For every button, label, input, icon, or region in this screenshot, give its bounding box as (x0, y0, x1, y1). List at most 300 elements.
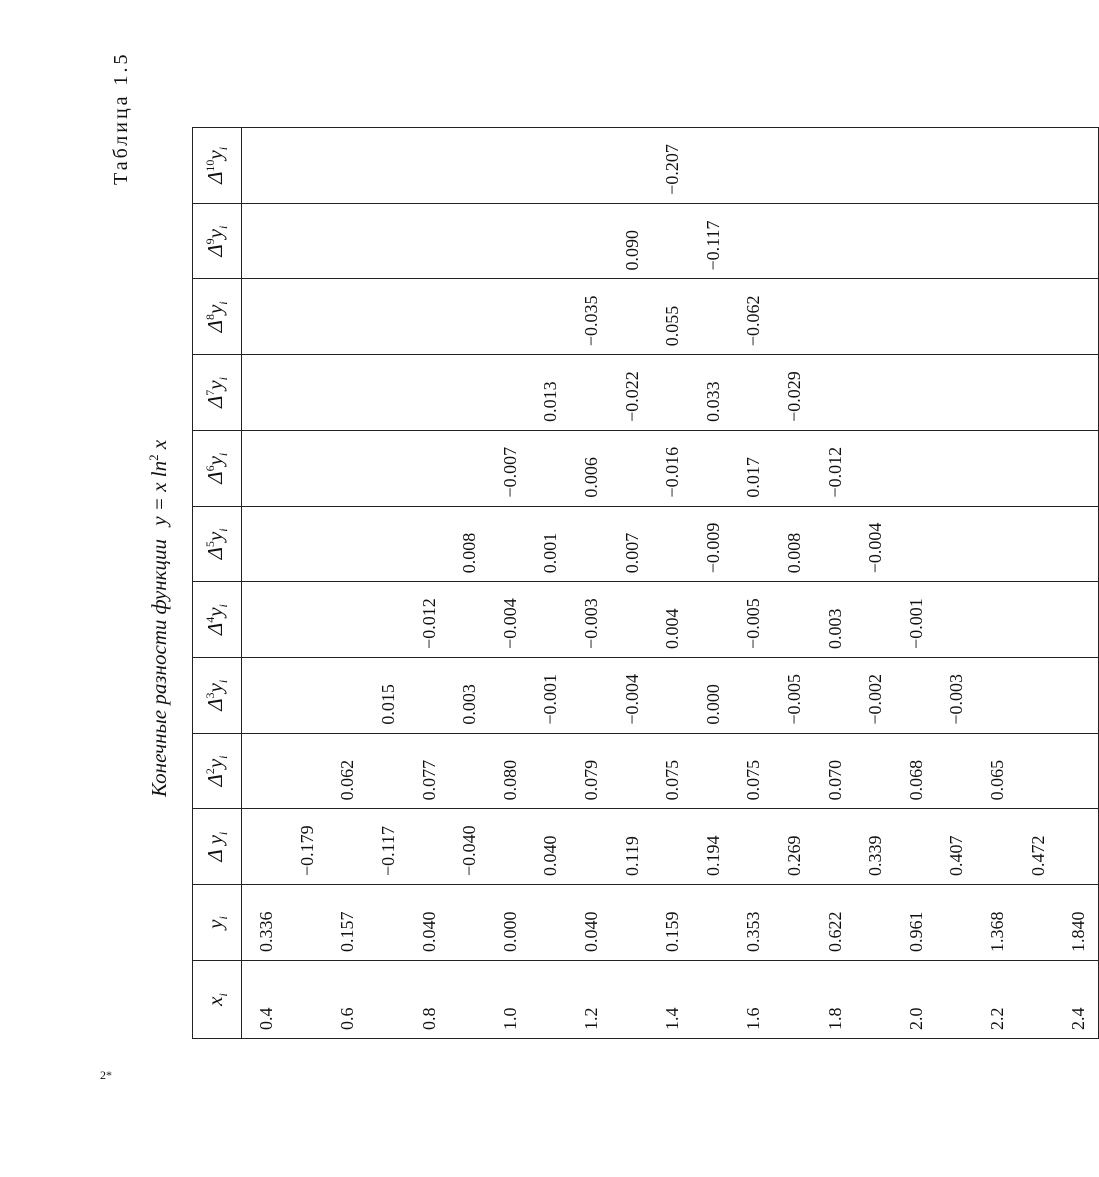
table-cell (530, 279, 571, 355)
table-cell (287, 355, 328, 431)
table-cell (1017, 506, 1058, 582)
table-cell: 0.336 (242, 885, 287, 961)
table-cell (449, 128, 490, 204)
header-power: 4 (203, 616, 218, 623)
table-cell (242, 203, 287, 279)
table-cell (408, 203, 449, 279)
table-cell (287, 506, 328, 582)
column-header (193, 279, 242, 355)
table-cell: 0.000 (490, 885, 531, 961)
table-cell: 0.013 (530, 355, 571, 431)
caption-text: Конечные разности функции (147, 539, 171, 797)
table-cell: 2.4 (1058, 961, 1099, 1039)
table-row (490, 128, 531, 1039)
table-cell (977, 128, 1018, 204)
header-subscript: i (216, 604, 231, 608)
table-cell: 0.157 (327, 885, 368, 961)
table-cell (1017, 203, 1058, 279)
table-cell: −0.002 (855, 657, 896, 733)
table-cell (368, 203, 409, 279)
table-cell: 0.075 (733, 733, 774, 809)
table-cell: 0.055 (652, 279, 693, 355)
table-cell (611, 128, 652, 204)
header-subscript: i (216, 831, 231, 836)
table-cell: 1.6 (733, 961, 774, 1039)
table-cell (855, 961, 896, 1039)
table-row (1058, 128, 1099, 1039)
table-cell (287, 961, 328, 1039)
header-base: Δ (203, 698, 228, 711)
table-cell: −0.016 (652, 430, 693, 506)
table-cell (611, 279, 652, 355)
table-cell (774, 203, 815, 279)
table-cell (242, 128, 287, 204)
table-cell: 0.040 (530, 809, 571, 885)
table-cell (896, 279, 937, 355)
table-cell: 0.4 (242, 961, 287, 1039)
table-cell (368, 885, 409, 961)
table-cell (611, 733, 652, 809)
table-cell (408, 430, 449, 506)
table-cell (774, 961, 815, 1039)
table-cell (530, 203, 571, 279)
table-cell (242, 809, 287, 885)
table-cell (936, 506, 977, 582)
column-header (193, 809, 242, 885)
table-cell: −0.022 (611, 355, 652, 431)
table-cell: 0.065 (977, 733, 1018, 809)
table-cell (1017, 279, 1058, 355)
table-cell (368, 128, 409, 204)
table-cell: 0.079 (571, 733, 612, 809)
table-cell: −0.007 (490, 430, 531, 506)
table-row (242, 128, 287, 1039)
header-y: y (203, 456, 228, 466)
header-power: 9 (203, 238, 218, 245)
column-header (193, 733, 242, 809)
table-cell: −0.005 (733, 582, 774, 658)
table-cell (327, 657, 368, 733)
table-cell (1017, 657, 1058, 733)
formula-part-main: y = x ln (147, 460, 171, 526)
table-cell: 0.017 (733, 430, 774, 506)
table-cell (896, 657, 937, 733)
table-cell (977, 657, 1018, 733)
table-cell (408, 506, 449, 582)
table-cell: 0.003 (449, 657, 490, 733)
table-cell (652, 506, 693, 582)
table-cell (449, 430, 490, 506)
table-cell: 0.007 (611, 506, 652, 582)
table-cell: 0.003 (814, 582, 855, 658)
header-y: y (203, 683, 228, 693)
table-cell (733, 355, 774, 431)
table-cell (490, 657, 531, 733)
header-y: y (203, 304, 228, 315)
table-cell (977, 279, 1018, 355)
table-row (571, 128, 612, 1039)
table-cell: 1.840 (1058, 885, 1099, 961)
table-cell: −0.003 (571, 582, 612, 658)
column-header (193, 506, 242, 582)
table-cell: 0.006 (571, 430, 612, 506)
column-header (193, 203, 242, 279)
header-power: 8 (203, 314, 218, 321)
table-cell (1017, 885, 1058, 961)
header-subscript: i (216, 528, 231, 532)
table-cell (855, 430, 896, 506)
table-cell: 0.8 (408, 961, 449, 1039)
table-cell: 0.040 (571, 885, 612, 961)
table-body (242, 128, 1099, 1039)
table-cell (408, 355, 449, 431)
header-power: 5 (203, 541, 218, 548)
table-row (611, 128, 652, 1039)
table-row (449, 128, 490, 1039)
table-cell: 0.269 (774, 809, 815, 885)
table-cell (774, 582, 815, 658)
table-cell (490, 203, 531, 279)
column-header (193, 355, 242, 431)
table-cell (368, 279, 409, 355)
header-subscript: i (216, 452, 231, 457)
table-cell (977, 203, 1018, 279)
table-cell (652, 203, 693, 279)
table-cell (1058, 657, 1099, 733)
table-cell (287, 733, 328, 809)
table-cell (693, 430, 734, 506)
table-cell (936, 961, 977, 1039)
table-cell (242, 430, 287, 506)
column-header (193, 128, 242, 204)
table-cell (855, 203, 896, 279)
header-subscript: i (216, 993, 231, 997)
header-power: 7 (203, 389, 218, 396)
table-cell (611, 885, 652, 961)
table-cell (242, 582, 287, 658)
header-base: Δ y (202, 835, 227, 862)
table-cell: 1.0 (490, 961, 531, 1039)
table-cell: −0.012 (408, 582, 449, 658)
table-cell (855, 279, 896, 355)
table-cell (1017, 961, 1058, 1039)
table-cell (368, 961, 409, 1039)
table-cell (693, 128, 734, 204)
column-header (193, 430, 242, 506)
table-cell (287, 885, 328, 961)
column-header (193, 657, 242, 733)
table-cell (733, 506, 774, 582)
table-cell: 0.194 (693, 809, 734, 885)
table-cell (774, 885, 815, 961)
table-cell (855, 355, 896, 431)
table-cell: −0.117 (368, 809, 409, 885)
table-cell (977, 809, 1018, 885)
header-subscript: i (216, 146, 231, 151)
table-cell (733, 657, 774, 733)
table-cell: −0.004 (611, 657, 652, 733)
header-subscript: i (216, 225, 231, 229)
table-cell: 0.015 (368, 657, 409, 733)
table-cell: 0.353 (733, 885, 774, 961)
table-cell (242, 657, 287, 733)
table-row (368, 128, 409, 1039)
table-cell (693, 582, 734, 658)
table-cell (936, 582, 977, 658)
table-cell (408, 809, 449, 885)
table-cell (1058, 279, 1099, 355)
table-cell: 0.000 (693, 657, 734, 733)
table-cell (1058, 430, 1099, 506)
table-cell (936, 355, 977, 431)
header-y: y (203, 607, 228, 617)
header-subscript: i (216, 916, 231, 920)
table-cell: 0.008 (774, 506, 815, 582)
formula-exponent: 2 (146, 454, 161, 461)
table-cell (814, 506, 855, 582)
table-cell (774, 430, 815, 506)
table-cell: 0.033 (693, 355, 734, 431)
header-y: y (203, 150, 228, 160)
table-cell (408, 279, 449, 355)
table-cell (242, 733, 287, 809)
table-cell (733, 128, 774, 204)
table-cell (652, 355, 693, 431)
header-base: Δ (203, 244, 228, 257)
table-cell: 0.090 (611, 203, 652, 279)
table-cell (693, 961, 734, 1039)
table-cell (287, 279, 328, 355)
header-y: y (203, 380, 228, 390)
table-cell: −0.040 (449, 809, 490, 885)
table-cell (936, 279, 977, 355)
table-cell (530, 885, 571, 961)
table-cell (287, 128, 328, 204)
table-cell: −0.001 (530, 657, 571, 733)
table-cell (449, 203, 490, 279)
table-cell: 1.4 (652, 961, 693, 1039)
table-cell (571, 128, 612, 204)
table-cell: 0.339 (855, 809, 896, 885)
table-cell: 1.2 (571, 961, 612, 1039)
header-subscript: i (216, 679, 231, 684)
table-cell (368, 506, 409, 582)
table-cell (287, 430, 328, 506)
header-base: Δ (203, 471, 228, 484)
table-cell (896, 128, 937, 204)
table-cell (327, 582, 368, 658)
table-cell (652, 809, 693, 885)
table-label: Таблица 1.5 (110, 51, 132, 185)
header-base: Δ (203, 622, 228, 636)
table-cell (327, 809, 368, 885)
table-row (774, 128, 815, 1039)
table-cell: −0.009 (693, 506, 734, 582)
header-power: 10 (203, 159, 218, 172)
table-cell: 0.6 (327, 961, 368, 1039)
table-cell: 0.062 (327, 733, 368, 809)
table-cell (368, 430, 409, 506)
table-cell (611, 961, 652, 1039)
table-cell (571, 809, 612, 885)
table-cell (242, 506, 287, 582)
table-cell: 0.001 (530, 506, 571, 582)
table-cell: 0.472 (1017, 809, 1058, 885)
table-row (733, 128, 774, 1039)
table-cell (896, 430, 937, 506)
table-cell (490, 355, 531, 431)
table-cell (571, 355, 612, 431)
table-cell: −0.004 (855, 506, 896, 582)
table-cell (855, 582, 896, 658)
table-cell: −0.035 (571, 279, 612, 355)
table-row (1017, 128, 1058, 1039)
table-cell (936, 885, 977, 961)
table-cell (1058, 733, 1099, 809)
table-cell (896, 355, 937, 431)
table-row (530, 128, 571, 1039)
table-cell (287, 657, 328, 733)
table-cell (693, 733, 734, 809)
table-cell (1058, 203, 1099, 279)
header-y: y (203, 229, 228, 239)
table-cell (530, 961, 571, 1039)
header-base: Δ (203, 547, 228, 560)
table-cell (1017, 355, 1058, 431)
table-cell (1017, 430, 1058, 506)
table-cell (1058, 582, 1099, 658)
table-cell (1058, 355, 1099, 431)
formula-part-arg: x (147, 439, 171, 455)
table-cell (327, 430, 368, 506)
table-cell (774, 279, 815, 355)
table-cell (936, 203, 977, 279)
table-cell: 0.040 (408, 885, 449, 961)
header-base: y (202, 919, 227, 929)
table-cell (368, 355, 409, 431)
table-cell (977, 355, 1018, 431)
table-cell (368, 582, 409, 658)
table-cell (814, 203, 855, 279)
table-cell (408, 128, 449, 204)
table-cell (327, 279, 368, 355)
table-cell (449, 582, 490, 658)
table-cell (896, 203, 937, 279)
table-cell (1058, 506, 1099, 582)
table-cell (327, 128, 368, 204)
table-cell (571, 657, 612, 733)
header-base: Δ (203, 320, 228, 333)
table-cell: 1.8 (814, 961, 855, 1039)
table-cell: 0.407 (936, 809, 977, 885)
table-cell (896, 506, 937, 582)
table-cell (855, 733, 896, 809)
header-power: 2 (203, 768, 218, 775)
table-cell (774, 128, 815, 204)
table-cell (287, 582, 328, 658)
table-cell: 0.004 (652, 582, 693, 658)
table-cell (449, 961, 490, 1039)
table-cell (733, 203, 774, 279)
table-cell (490, 128, 531, 204)
table-cell (977, 582, 1018, 658)
table-cell: −0.117 (693, 203, 734, 279)
differences-table (192, 127, 1099, 1039)
table-cell: 2.2 (977, 961, 1018, 1039)
table-cell (490, 809, 531, 885)
table-cell (814, 657, 855, 733)
caption-formula (147, 440, 171, 526)
table-cell (693, 279, 734, 355)
header-y: y (203, 531, 228, 542)
table-cell (693, 885, 734, 961)
table-cell (855, 128, 896, 204)
table-cell (408, 657, 449, 733)
table-cell (571, 203, 612, 279)
table-cell: 0.070 (814, 733, 855, 809)
table-row (327, 128, 368, 1039)
table-cell (611, 582, 652, 658)
table-cell (896, 809, 937, 885)
table-cell (1017, 582, 1058, 658)
column-header (193, 582, 242, 658)
table-cell (814, 809, 855, 885)
table-cell: 0.068 (896, 733, 937, 809)
table-cell (774, 733, 815, 809)
table-cell (327, 355, 368, 431)
table-row (652, 128, 693, 1039)
footer-mark: 2* (100, 1068, 112, 1082)
table-caption (146, 440, 172, 797)
header-power: 3 (203, 692, 218, 699)
table-row (855, 128, 896, 1039)
table-cell (490, 506, 531, 582)
header-y: y (203, 758, 228, 769)
table-cell (327, 203, 368, 279)
table-cell (977, 506, 1018, 582)
table-cell (368, 733, 409, 809)
table-cell (936, 128, 977, 204)
table-cell (733, 809, 774, 885)
table-cell (242, 279, 287, 355)
table-cell (611, 430, 652, 506)
table-cell (814, 355, 855, 431)
table-cell (530, 733, 571, 809)
table-cell (287, 203, 328, 279)
table-cell (449, 355, 490, 431)
table-cell: −0.062 (733, 279, 774, 355)
table-cell: −0.029 (774, 355, 815, 431)
header-base: Δ (203, 395, 228, 409)
table-header-row (193, 128, 242, 1039)
table-cell (814, 128, 855, 204)
table-cell: 0.077 (408, 733, 449, 809)
header-base: Δ (203, 171, 228, 184)
table-cell (814, 279, 855, 355)
table-cell: −0.012 (814, 430, 855, 506)
table-cell: 0.159 (652, 885, 693, 961)
table-cell: −0.207 (652, 128, 693, 204)
table-row (977, 128, 1018, 1039)
table-row (408, 128, 449, 1039)
header-power: 6 (203, 465, 218, 472)
table-cell (977, 430, 1018, 506)
table-cell (1017, 128, 1058, 204)
table-cell: 0.075 (652, 733, 693, 809)
table-cell (530, 430, 571, 506)
table-cell (530, 582, 571, 658)
table-cell (652, 657, 693, 733)
